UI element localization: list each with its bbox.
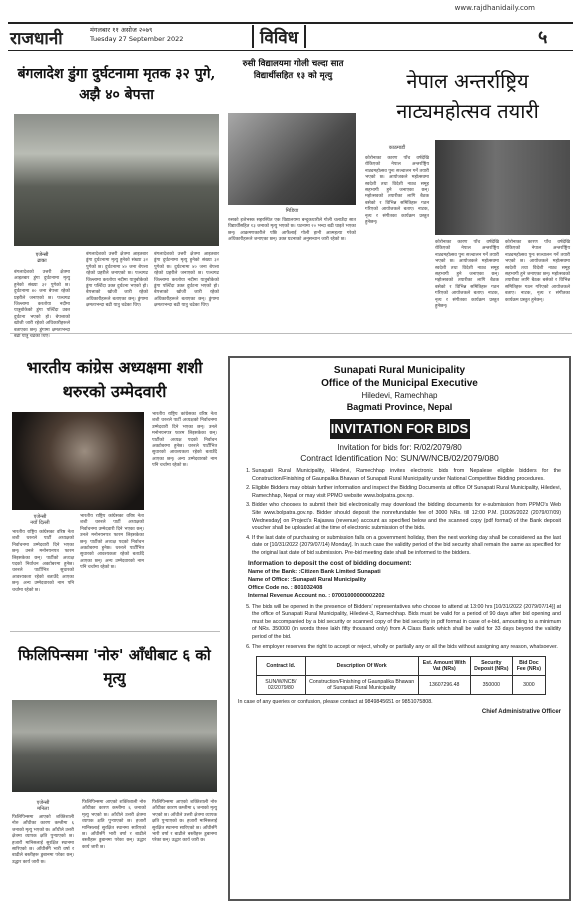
table-header: Contract Id.	[257, 657, 306, 676]
contact-line: In case of any queries or confusion, please contact at 9849845651 or 9851075808.	[238, 699, 433, 706]
deposit-line: Name of the Bank: :Citizen Bank Limited Sunapati	[248, 568, 381, 575]
notice-items	[238, 468, 561, 558]
table-header: Bid Doc Fee (NRs)	[512, 657, 545, 676]
tharoor-body-2: भारतीय राष्ट्रिय कांग्रेसका वरिष्ठ नेता शशी थरुरले पार्टी अध्यक्षको निर्वाचनमा उम्मेदवारी दिने भएका छन्। उनले मनोनयनपत्र फारम लिइसकेका छन्। पार्टीको अध्यक्ष पदको निर्वाचन अक्टोबरमा हुनेछ। थरुरले पार्टीभित्र सुधारको आवश्यकता रहेको बताउँदै आएका छन्। अन्य उम्मेदवारको नाम पनि चर्चामा रहेको छ।	[80, 514, 144, 571]
table-header: Security Deposit (NRs)	[470, 657, 512, 676]
notice-item: 3. Bidder who chooses to submit their bid electronically may download the bidding documents for e-submission from PPMO's Web Site www.bolpatra.gov.np. Bidder should deposit the nonrefundable fee of 3000 NRs. till 12:00 P.M. [10/26/2022 (2079/07/09) Wednesday] on Project's Rajaswa (revenue) account as specified below and the scanned copy (pdf format) of the Bank deposit voucher shall be uploaded at the time of electronic submission of the bids.	[252, 502, 561, 532]
deposit-line: Internal Revenue Account no. : 07001000000002202	[248, 592, 385, 599]
theatre-body-2: कोरोनाका कारण पाँच वर्षदेखि रोकिएको नेपाल अन्तर्राष्ट्रिय नाट्यमहोत्सव पुनः सञ्चालन गर्ने तयारी भएको छ। आयोजकले महोत्सवमा स्वदेशी तथा विदेशी नाट्य समूह सहभागी हुने जनाएका छन्। महोत्सवको तयारीका लागि बैठक बसेको र विभिन्न समितिहरू गठन गरिएको आयोजकले बताए। नाटक, नृत्य र संगीतका कार्यक्रम प्रस्तुत हुनेछन्।	[435, 240, 499, 310]
contract-id: Contract Identification No: SUN/W/NCB/02/2079/080	[300, 453, 499, 463]
invitation-banner: INVITATION FOR BIDS	[330, 419, 470, 439]
bangladesh-body-2: बंगलादेशको उत्तरी क्षेत्रमा आइतबार डुंगा दुर्घटनामा मृत्यु हुनेको संख्या ३२ पुगेको छ। दुर्घटनामा ४० जना बेपत्ता रहेको प्रहरीले जनाएको छ। पञ्चगढ जिल्लामा करतोया नदीमा यात्रुबोकेको डुंगा पल्टिँदा उक्त दुर्घटना भएको हो। बेपत्ताको खोजी जारी रहेको अधिकारीहरूले बताएका छन्। डुंगामा क्षमताभन्दा बढी यात्रु चढेका थिए।	[86, 252, 148, 309]
site-url[interactable]: www.rajdhanidaily.com	[454, 4, 535, 12]
philippines-body-3: फिलिपिन्समा आएको शक्तिशाली नोरु आँधीका कारण कम्तीमा ६ जनाको मृत्यु भएको छ। आँधीले उत्तरी क्षेत्रमा व्यापक क्षति पुर्‍याएको छ। हजारौं मानिसलाई सुरक्षित स्थानमा सारिएको छ। आँधीसँगै भारी वर्षा र बाढीले बस्तीहरू डुबानमा परेका छन्। उद्धार कार्य जारी छ।	[152, 800, 217, 844]
table-row	[257, 676, 546, 695]
signature: Chief Administrative Officer	[481, 708, 561, 715]
divider-mid	[10, 631, 220, 632]
deposit-line: Name of Office: :Sunapati Rural Municipality	[248, 576, 367, 583]
philippines-body-2: फिलिपिन्समा आएको शक्तिशाली नोरु आँधीका कारण कम्तीमा ६ जनाको मृत्यु भएको छ। आँधीले उत्तरी क्षेत्रमा व्यापक क्षति पुर्‍याएको छ। हजारौं मानिसलाई सुरक्षित स्थानमा सारिएको छ। आँधीसँगै भारी वर्षा र बाढीले बस्तीहरू डुबानमा परेका छन्। उद्धार कार्य जारी छ।	[82, 800, 146, 850]
russia-body: रुसको इजेभस्क सहरस्थित एक विद्यालयमा बन्दुकधारीले गोली चलाउँदा सात विद्यार्थीसहित १३ जनाको मृत्यु भएको छ। घटनामा २० भन्दा बढी घाइते भएका छन्। आक्रमणकारीले पछि आफैंलाई गोली हानी आत्महत्या गरेको अधिकारीहरूले जनाएका छन्। उक्त घटनाको अनुसन्धान जारी रहेको छ।	[228, 218, 356, 243]
deposit-title: Information to deposit the cost of bidding document:	[248, 559, 412, 567]
bid-for: Invitation for bids for: R/02/2079/80	[337, 443, 462, 452]
notice-items-2	[238, 604, 561, 652]
notice-org: Sunapati Rural Municipality	[333, 365, 466, 376]
russia-headline: रुसी विद्यालयमा गोली चल्दा सात विद्यार्थीसहित १३ को मृत्यु	[242, 59, 344, 81]
bangladesh-body-1: बंगलादेशको उत्तरी क्षेत्रमा आइतबार डुंगा दुर्घटनामा मृत्यु हुनेको संख्या ३२ पुगेको छ। दुर्घटनामा ४० जना बेपत्ता रहेको प्रहरीले जनाएको छ। पञ्चगढ जिल्लामा करतोया नदीमा यात्रुबोकेको डुंगा पल्टिँदा उक्त दुर्घटना भएको हो। बेपत्ताको खोजी जारी रहेको अधिकारीहरूले बताएका छन्। डुंगामा क्षमताभन्दा बढी यात्रु चढेका थिए।	[14, 270, 70, 340]
notice-item: 6. The employer reserves the right to accept or reject, wholly or partially any or all the bids without assigning any reason, whatsoever.	[252, 644, 561, 652]
notice-item: 5. The bids will be opened in the presence of Bidders' representatives who choose to attend at 13:00 hrs [10/31/2022 (2079/07/14)] at the office of Sunapati Rural Municipality, Hiledevi-3, Ramechhap. Bids must be valid for a period of 90 days after bid opening and must be accompanied by a bid security or scanned copy of the bid security in pdf format in case of e-bid, amounting to a minimum of NRs. 350000 (in words three lakh fifty thousand only) from A Class Bank which shall be valid for 33 days beyond the validity period of the bid.	[252, 604, 561, 642]
header-rule	[8, 22, 573, 24]
notice-item: 1. Sunapati Rural Municipality, Hiledevi, Ramechhap invites electronic bids from Nepalese eligible bidders for the Construction/Finishing of Gaunpalika Bhawan of Sunapati Rural Municipality under National Competitive Bidding procedures.	[252, 468, 561, 483]
bid-notice	[228, 356, 571, 901]
tharoor-headline: भारतीय कांग्रेस अध्यक्षमा शशी थरुरको उम्मेदवारी	[26, 358, 203, 401]
date-nepali: मंगलबार ११ असोज २०७९	[90, 26, 153, 34]
bangladesh-body-3: बंगलादेशको उत्तरी क्षेत्रमा आइतबार डुंगा दुर्घटनामा मृत्यु हुनेको संख्या ३२ पुगेको छ। दुर्घटनामा ४० जना बेपत्ता रहेको प्रहरीले जनाएको छ। पञ्चगढ जिल्लामा करतोया नदीमा यात्रुबोकेको डुंगा पल्टिँदा उक्त दुर्घटना भएको हो। बेपत्ताको खोजी जारी रहेको अधिकारीहरूले बताएका छन्। डुंगामा क्षमताभन्दा बढी यात्रु चढेका थिए।	[154, 252, 219, 309]
deposit-line: Office Code no. : 801032408	[248, 584, 323, 591]
section-title: विविध	[252, 25, 306, 48]
theatre-body-3: कोरोनाका कारण पाँच वर्षदेखि रोकिएको नेपाल अन्तर्राष्ट्रिय नाट्यमहोत्सव पुनः सञ्चालन गर्ने तयारी भएको छ। आयोजकले महोत्सवमा स्वदेशी तथा विदेशी नाट्य समूह सहभागी हुने जनाएका छन्। महोत्सवको तयारीका लागि बैठक बसेको र विभिन्न समितिहरू गठन गरिएको आयोजकले बताए। नाटक, नृत्य र संगीतका कार्यक्रम प्रस्तुत हुनेछन्।	[505, 240, 570, 303]
notice-item: 2. Eligible Bidders may obtain further information and inspect the Bidding Documents at office Of Sunapati Rural Municipality, Hiledevi, Ramechhap, Nepal or may visit PPMO website www.bolpatra.gov.np.	[252, 485, 561, 500]
table-header: Est. Amount With Vat (NRs)	[418, 657, 470, 676]
tharoor-byline: एजेन्सी नयाँ दिल्ली	[30, 514, 50, 526]
theatre-headline: नेपाल अन्तर्राष्ट्रिय नाट्यमहोत्सव तयारी	[396, 69, 539, 123]
table-header: Description Of Work	[305, 657, 418, 676]
notice-item: 4. If the last date of purchasing or submission falls on a government holiday, then the next working day shall be considered as the last date or [10/31/2022 (2079/07/14) Monday]. In such case the validity period of the bid security shall remain the same as specified for the original last date of bid submission. Pre-bid meeting date shall be informed to the bidders.	[252, 535, 561, 558]
table-cell: 3000	[512, 676, 545, 695]
divider-top	[10, 333, 572, 334]
table-header-row	[257, 657, 546, 676]
tharoor-body-3: भारतीय राष्ट्रिय कांग्रेसका वरिष्ठ नेता शशी थरुरले पार्टी अध्यक्षको निर्वाचनमा उम्मेदवारी दिने भएका छन्। उनले मनोनयनपत्र फारम लिइसकेका छन्। पार्टीको अध्यक्ष पदको निर्वाचन अक्टोबरमा हुनेछ। थरुरले पार्टीभित्र सुधारको आवश्यकता रहेको बताउँदै आएका छन्। अन्य उम्मेदवारको नाम पनि चर्चामा रहेको छ।	[152, 412, 217, 469]
philippines-byline: एजेन्सी मनिला	[36, 800, 50, 812]
bid-table	[256, 656, 546, 695]
philippines-headline: फिलिपिन्समा 'नोरु' आँधीबाट ६ को मृत्यु	[18, 646, 211, 687]
theatre-byline: काठमाडौं	[388, 145, 406, 151]
notice-address: Hiledevi, Ramechhap	[361, 391, 438, 400]
table-cell: 13607296.48	[418, 676, 470, 695]
theatre-body-1: कोरोनाका कारण पाँच वर्षदेखि रोकिएको नेपाल अन्तर्राष्ट्रिय नाट्यमहोत्सव पुनः सञ्चालन गर्ने तयारी भएको छ। आयोजकले महोत्सवमा स्वदेशी तथा विदेशी नाट्य समूह सहभागी हुने जनाएका छन्। महोत्सवको तयारीका लागि बैठक बसेको र विभिन्न समितिहरू गठन गरिएको आयोजकले बताए। नाटक, नृत्य र संगीतका कार्यक्रम प्रस्तुत हुनेछन्।	[365, 156, 429, 226]
date-box	[90, 26, 183, 44]
table-cell: 350000	[470, 676, 512, 695]
page-number: ५	[538, 27, 548, 48]
tharoor-body-1: भारतीय राष्ट्रिय कांग्रेसका वरिष्ठ नेता शशी थरुरले पार्टी अध्यक्षको निर्वाचनमा उम्मेदवारी दिने भएका छन्। उनले मनोनयनपत्र फारम लिइसकेका छन्। पार्टीको अध्यक्ष पदको निर्वाचन अक्टोबरमा हुनेछ। थरुरले पार्टीभित्र सुधारको आवश्यकता रहेको बताउँदै आएका छन्। अन्य उम्मेदवारको नाम पनि चर्चामा रहेको छ।	[12, 530, 74, 593]
philippines-body-1: फिलिपिन्समा आएको शक्तिशाली नोरु आँधीका कारण कम्तीमा ६ जनाको मृत्यु भएको छ। आँधीले उत्तरी क्षेत्रमा व्यापक क्षति पुर्‍याएको छ। हजारौं मानिसलाई सुरक्षित स्थानमा सारिएको छ। आँधीसँगै भारी वर्षा र बाढीले बस्तीहरू डुबानमा परेका छन्। उद्धार कार्य जारी छ।	[12, 815, 74, 865]
notice-office: Office of the Municipal Executive	[321, 378, 478, 389]
bangladesh-photo	[14, 114, 219, 246]
russia-photo	[228, 113, 356, 205]
bangladesh-headline: बंगलादेश डुंगा दुर्घटनामा मृतक ३२ पुगे, अझै ४० बेपत्ता	[17, 66, 216, 103]
theatre-photo	[435, 140, 570, 235]
philippines-photo	[12, 700, 217, 792]
tharoor-photo	[12, 412, 144, 510]
table-cell: SUN/W/NCB/ 02/2079/80	[257, 676, 306, 695]
date-english: Tuesday 27 September 2022	[90, 35, 184, 43]
deposit-info	[248, 560, 561, 600]
masthead: राजधानी	[10, 29, 63, 49]
header-rule-2	[8, 50, 573, 51]
bangladesh-byline: एजेन्सी ढाका	[35, 252, 49, 264]
russia-photo-caption: मिडिया	[285, 208, 299, 214]
notice-province: Bagmati Province, Nepal	[346, 402, 453, 412]
table-cell: Construction/Finishing of Gaunpalika Bhawan of Sunapati Rural Municipality	[305, 676, 418, 695]
